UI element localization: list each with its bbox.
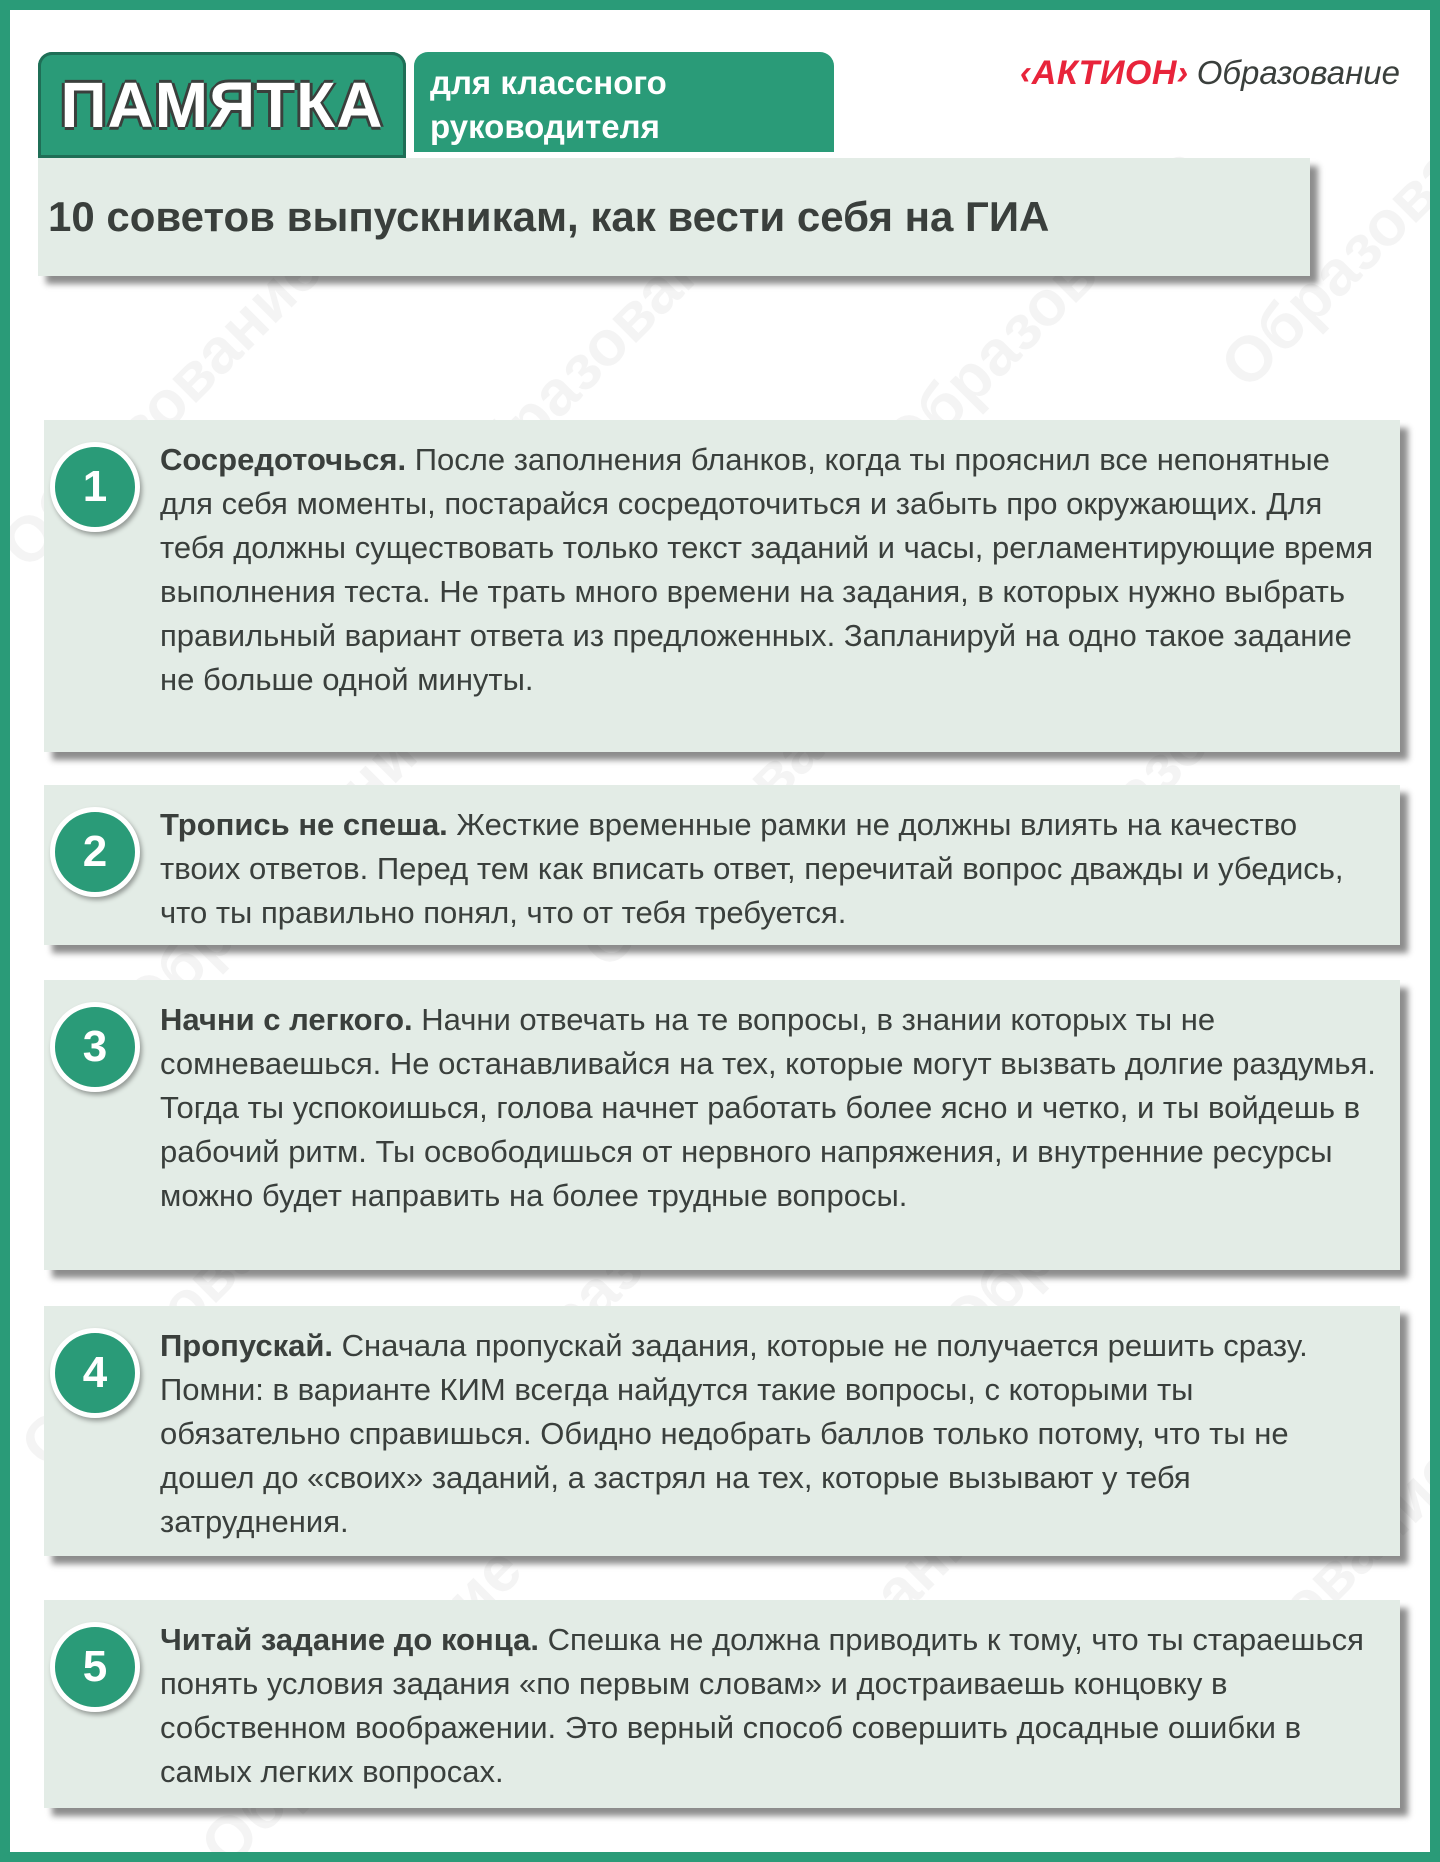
tip-text: Спешка не должна приводить к тому, что ты стараешься понять условия задания «по первым словам» и достраиваешь концовку в собственном воображении. Это верный способ совершить досадные ошибки в самых легких вопросах.: [160, 1622, 1364, 1789]
logo-brand-name: ‹АКТИОН›: [1019, 54, 1189, 92]
tip-text: После заполнения бланков, когда ты прояснил все непонятные для себя моменты, постарайся сосредоточиться и забыть про окружающих. Для тебя должны существовать только текст заданий и часы, регламентирующие время выполнения теста. Не трать много времени на задания, в которых нужно выбрать правильный вариант ответа из предложенных. Запланируй на одно такое задание не больше одной минуты.: [160, 442, 1373, 697]
tip-text: Сначала пропускай задания, которые не получается решить сразу. Помни: в варианте КИМ всегда найдутся такие вопросы, с которыми ты обязательно справишься. Обидно недобрать баллов только потому, что ты не дошел до «своих» заданий, а застрял на тех, которые вызывают у тебя затруднения.: [160, 1328, 1308, 1539]
tip-card: [44, 1306, 1400, 1556]
tip-heading: Начни с легкого.: [160, 1002, 413, 1037]
tip-heading: Пропускай.: [160, 1328, 334, 1363]
tip-body: [160, 803, 1378, 935]
tip-text: Начни отвечать на те вопросы, в знании которых ты не сомневаешься. Не останавливайся на тех, которые могут вызвать долгие раздумья. Тогда ты успокоишься, голова начнет работать более ясно и четко, и ты войдешь в рабочий ритм. Ты освободишься от нервного напряжения, и внутренние ресурсы можно будет направить на более трудные вопросы.: [160, 1002, 1376, 1213]
tip-body: [160, 1324, 1378, 1544]
tip-number-badge: 1: [50, 442, 140, 532]
tip-heading: Тропись не спеша.: [160, 807, 448, 842]
tip-body: [160, 1618, 1378, 1794]
audience-line-1: для классного: [430, 64, 667, 101]
header-tabs: [38, 52, 834, 158]
logo-word: Образование: [1196, 54, 1400, 91]
page-title-box: [38, 158, 1310, 276]
tip-card: [44, 980, 1400, 1270]
tip-number-badge: 3: [50, 1002, 140, 1092]
tip-card: [44, 1600, 1400, 1808]
audience-line-2: руководителя: [430, 108, 660, 145]
memo-badge: [38, 52, 406, 158]
tip-body: [160, 998, 1378, 1218]
tip-number-badge: 2: [50, 807, 140, 897]
tip-body: [160, 438, 1378, 702]
audience-tab: [414, 52, 834, 152]
tip-heading: Читай задание до конца.: [160, 1622, 540, 1657]
tip-heading: Сосредоточься.: [160, 442, 407, 477]
tip-number-badge: 5: [50, 1622, 140, 1712]
brand-logo: [1020, 54, 1400, 93]
tip-card: [44, 420, 1400, 752]
tip-number-badge: 4: [50, 1328, 140, 1418]
memo-badge-title: ПАМЯТКА: [60, 69, 384, 141]
tip-text: Жесткие временные рамки не должны влиять на качество твоих ответов. Перед тем как вписать ответ, перечитай вопрос дважды и убедись, что ты правильно понял, что от тебя требуется.: [160, 807, 1344, 930]
tip-card: [44, 785, 1400, 945]
page-title: 10 советов выпускникам, как вести себя на ГИА: [48, 193, 1050, 240]
